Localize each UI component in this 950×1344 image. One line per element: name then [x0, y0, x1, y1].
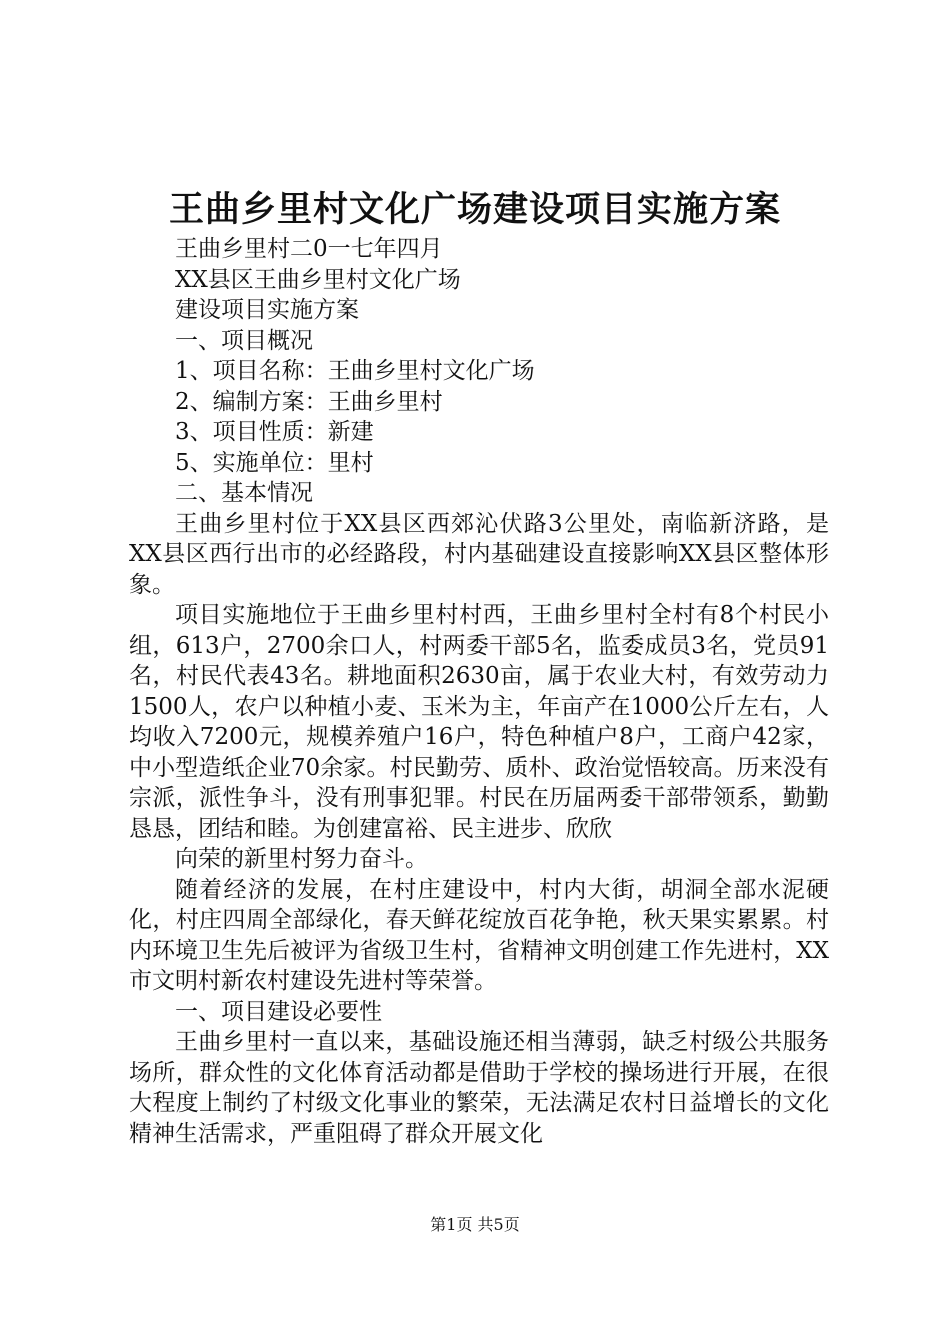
paragraph-development: 随着经济的发展，在村庄建设中，村内大街，胡洞全部水泥硬化，村庄四周全部绿化，春天鲜花绽放百花争艳，秋天果实累累。村内环境卫生先后被评为省级卫生村，省精神文明创建工作先进村，XX市文明村新农村建设先进村等荣誉。: [129, 876, 829, 994]
item-project-nature: 3、项目性质：新建: [175, 419, 374, 445]
page-footer: 第1页 共5页: [430, 1215, 520, 1234]
paragraph-village-stats: 项目实施地位于王曲乡里村村西，王曲乡里村全村有8个村民小组，613户，2700余口人，村两委干部5名，监委成员3名，党员91名，村民代表43名。耕地面积2630亩，属于农业大村，有效劳动力1500人，农户以种植小麦、玉米为主，年亩产在1000公斤左右，人均收入7200元，规模养殖户16户，特色种植户8户，工商户42家，中小型造纸企业70余家。村民勤劳、质朴、政治觉悟较高。历来没有宗派，派性争斗，没有刑事犯罪。村民在历届两委干部带领系，勤勤恳恳，团结和睦。为创建富裕、民主进步、欣欣: [129, 602, 829, 842]
document-body: [129, 234, 829, 1149]
item-plan-author: 2、编制方案：王曲乡里村: [175, 388, 443, 415]
section-heading-necessity: 一、项目建设必要性: [175, 998, 382, 1025]
section-heading-basic: 二、基本情况: [175, 480, 313, 506]
paragraph-continuation: 向荣的新里村努力奋斗。: [175, 846, 428, 872]
section-heading-overview: 一、项目概况: [175, 327, 313, 354]
item-implementer: 5、实施单位：里村: [175, 449, 374, 476]
document-title: 王曲乡里村文化广场建设项目实施方案: [168, 189, 781, 230]
subtitle-line-1: XX县区王曲乡里村文化广场: [175, 266, 461, 293]
subtitle-line-2: 建设项目实施方案: [175, 297, 359, 323]
date-line: 王曲乡里村二0一七年四月: [175, 236, 443, 262]
item-project-name: 1、项目名称：王曲乡里村文化广场: [175, 358, 535, 384]
paragraph-location: 王曲乡里村位于XX县区西郊沁伏路3公里处，南临新济路，是XX县区西行出市的必经路段，村内基础建设直接影响XX县区整体形象。: [129, 510, 829, 598]
paragraph-necessity: 王曲乡里村一直以来，基础设施还相当薄弱，缺乏村级公共服务场所，群众性的文化体育活动都是借助于学校的操场进行开展，在很大程度上制约了村级文化事业的繁荣，无法满足农村日益增长的文化精神生活需求，严重阻碍了群众开展文化: [129, 1029, 829, 1147]
